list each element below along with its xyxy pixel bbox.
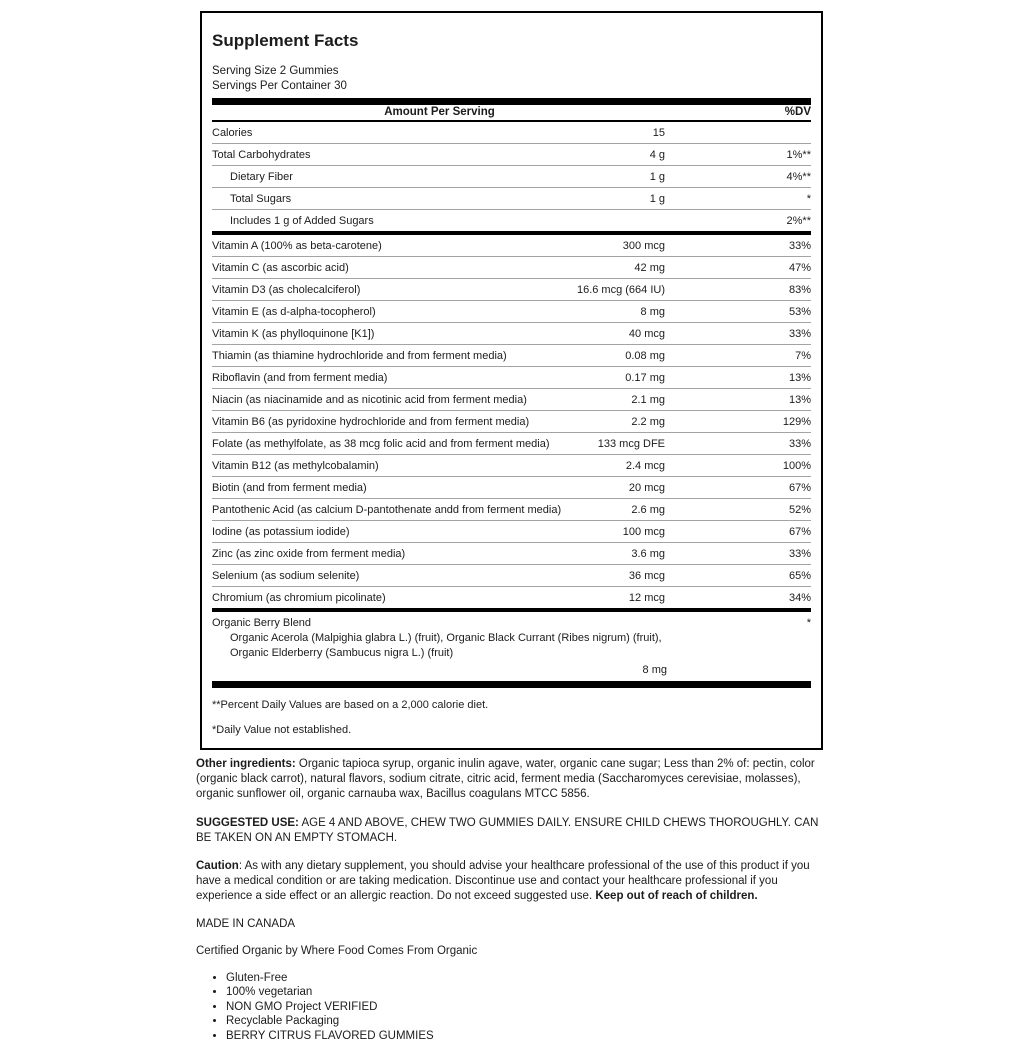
table-row — [212, 542, 811, 564]
nutrient-dv: 2%** — [786, 215, 811, 228]
nutrient-dv: 67% — [788, 526, 811, 539]
nutrient-dv: 83% — [788, 284, 811, 297]
nutrient-amount: 42 mg — [634, 262, 665, 275]
nutrient-name: Vitamin A (100% as beta-carotene) — [212, 240, 382, 253]
blend-name: Organic Berry Blend — [212, 617, 312, 630]
feature-item: • NON GMO Project VERIFIED — [226, 1001, 820, 1015]
table-header — [212, 105, 811, 122]
nutrient-name: Pantothenic Acid (as calcium D-pantothenate andd from ferment media) — [212, 504, 562, 517]
table-row — [212, 344, 811, 366]
nutrient-name: Vitamin E (as d-alpha-tocopherol) — [212, 306, 376, 319]
nutrient-amount: 15 — [652, 127, 665, 140]
feature-item: • Recyclable Packaging — [226, 1015, 820, 1029]
amount-per-serving-header: Amount Per Serving — [384, 106, 495, 119]
nutrient-dv: 52% — [788, 504, 811, 517]
blend-dv: * — [806, 617, 811, 630]
serving-size: Serving Size 2 Gummies — [212, 65, 339, 77]
nutrient-name: Vitamin C (as ascorbic acid) — [212, 262, 349, 275]
nutrient-amount: 0.08 mg — [625, 350, 665, 363]
table-row — [212, 432, 811, 454]
nutrient-dv: 33% — [788, 328, 811, 341]
suggested-use: SUGGESTED USE: AGE 4 AND ABOVE, CHEW TWO GUMMIES DAILY. ENSURE CHILD CHEWS THOROUGHLY. CAN BE TAKEN ON AN EMPTY STOMACH. — [196, 816, 819, 844]
nutrient-dv: 129% — [782, 416, 811, 429]
nutrient-amount: 133 mcg DFE — [597, 438, 665, 451]
nutrient-name: Thiamin (as thiamine hydrochloride and from ferment media) — [212, 350, 507, 363]
nutrient-dv: 67% — [788, 482, 811, 495]
nutrient-amount: 0.17 mg — [625, 372, 665, 385]
nutrient-amount: 12 mcg — [628, 592, 665, 605]
made-in: MADE IN CANADA — [196, 918, 296, 931]
nutrient-amount: 16.6 mcg (664 IU) — [576, 284, 665, 297]
footnote-dv-not-established: *Daily Value not established. — [212, 723, 352, 736]
nutrient-dv: 34% — [788, 592, 811, 605]
nutrient-amount: 300 mcg — [622, 240, 665, 253]
blend-amount: 8 mg — [642, 663, 667, 676]
nutrient-dv: 53% — [788, 306, 811, 319]
nutrient-amount: 2.6 mg — [631, 504, 665, 517]
dv-header: %DV — [784, 106, 811, 119]
table-row — [212, 278, 811, 300]
nutrient-amount: 2.1 mg — [631, 394, 665, 407]
table-row — [212, 388, 811, 410]
table-row — [212, 564, 811, 586]
nutrient-amount: 1 g — [649, 171, 665, 184]
nutrient-name: Total Carbohydrates — [212, 149, 311, 162]
footnotes — [212, 688, 811, 742]
nutrient-name: Total Sugars — [230, 193, 292, 206]
other-ingredients: Other ingredients: Organic tapioca syrup, organic inulin agave, water, organic cane sugar; Less than 2% of: pectin, color (organic black carrot), natural flavors, sodium citrate, citric acid, ferment media (Saccharomyces cerevisiae, molasses), organic sunflower oil, organic carnauba wax, Bacillus coagulans MTCC 5856. — [196, 758, 815, 801]
nutrient-name: Chromium (as chromium picolinate) — [212, 592, 386, 605]
table-row — [212, 256, 811, 278]
table-row — [212, 209, 811, 231]
nutrient-name: Niacin (as niacinamide and as nicotinic acid from ferment media) — [212, 394, 527, 407]
nutrient-amount: 40 mcg — [628, 328, 665, 341]
nutrient-dv: 33% — [788, 438, 811, 451]
nutrient-amount: 36 mcg — [628, 570, 665, 583]
nutrient-name: Iodine (as potassium iodide) — [212, 526, 350, 539]
suggested-use-label: SUGGESTED USE: — [196, 816, 299, 829]
table-row — [212, 300, 811, 322]
table-row — [212, 235, 811, 256]
caution-label: Caution — [196, 859, 239, 872]
nutrient-name: Dietary Fiber — [230, 171, 293, 184]
feature-item: • Gluten-Free — [226, 972, 820, 986]
panel-title: Supplement Facts — [212, 31, 359, 50]
table-row — [212, 187, 811, 209]
nutrient-dv: 100% — [782, 460, 811, 473]
supplement-facts-panel — [200, 11, 823, 750]
other-ingredients-label: Other ingredients: — [196, 758, 296, 770]
nutrient-amount: 20 mcg — [628, 482, 665, 495]
nutrient-dv: * — [806, 193, 811, 206]
nutrient-dv: 13% — [788, 372, 811, 385]
nutrient-name: Vitamin K (as phylloquinone [K1]) — [212, 328, 375, 341]
features-list — [196, 972, 820, 1044]
nutrient-amount: 3.6 mg — [631, 548, 665, 561]
nutrient-dv: 4%** — [786, 171, 811, 184]
nutrient-name: Riboflavin (and from ferment media) — [212, 372, 388, 385]
nutrient-name: Vitamin B6 (as pyridoxine hydrochloride and from ferment media) — [212, 416, 530, 429]
feature-item: • 100% vegetarian — [226, 986, 820, 1000]
divider-thick-top — [212, 98, 811, 105]
servings-per-container: Servings Per Container 30 — [212, 79, 347, 92]
nutrient-name: Folate (as methylfolate, as 38 mcg folic acid and from ferment media) — [212, 438, 550, 451]
table-row — [212, 498, 811, 520]
nutrient-name: Vitamin D3 (as cholecalciferol) — [212, 284, 361, 297]
nutrient-dv: 13% — [788, 394, 811, 407]
nutrient-amount: 8 mg — [640, 306, 665, 319]
nutrient-amount: 4 g — [649, 149, 665, 162]
table-row — [212, 520, 811, 542]
nutrient-amount: 1 g — [649, 193, 665, 206]
nutrient-dv: 33% — [788, 548, 811, 561]
table-row — [212, 454, 811, 476]
nutrient-amount: 2.2 mg — [631, 416, 665, 429]
nutrient-amount: 2.4 mcg — [625, 460, 665, 473]
nutrient-name: Biotin (and from ferment media) — [212, 482, 367, 495]
nutrient-dv: 1%** — [786, 149, 811, 162]
table-row — [212, 366, 811, 388]
divider-thick-bottom — [212, 681, 811, 688]
nutrient-name: Calories — [212, 127, 253, 140]
nutrient-name: Zinc (as zinc oxide from ferment media) — [212, 548, 406, 561]
info-section — [196, 757, 820, 1045]
caution-keep-out: Keep out of reach of children. — [595, 890, 758, 903]
nutrient-dv: 47% — [788, 262, 811, 275]
nutrient-rows — [212, 122, 811, 612]
nutrient-amount: 100 mcg — [622, 526, 665, 539]
table-row — [212, 165, 811, 187]
table-row — [212, 586, 811, 608]
footnote-percent-dv: **Percent Daily Values are based on a 2,000 calorie diet. — [212, 698, 489, 711]
nutrient-name: Includes 1 g of Added Sugars — [230, 215, 374, 228]
table-row — [212, 143, 811, 165]
certified-organic: Certified Organic by Where Food Comes From Organic — [196, 944, 478, 957]
nutrient-dv: 33% — [788, 240, 811, 253]
nutrient-name: Selenium (as sodium selenite) — [212, 570, 360, 583]
table-row — [212, 122, 811, 143]
table-row — [212, 322, 811, 344]
blend-section — [212, 612, 811, 675]
nutrient-name: Vitamin B12 (as methylcobalamin) — [212, 460, 379, 473]
nutrient-dv: 7% — [795, 350, 811, 363]
table-row — [212, 476, 811, 498]
nutrient-dv: 65% — [788, 570, 811, 583]
caution: Caution: As with any dietary supplement, you should advise your healthcare professional of the use of this product if you have a medical condition or are taking medication. Discontinue use and contact your healthcare professional if you experience a side effect or an allergic reaction. Do not exceed suggested use. Keep out of reach of children. — [196, 859, 810, 903]
feature-item: • BERRY CITRUS FLAVORED GUMMIES — [226, 1030, 820, 1044]
blend-ingredients: Organic Acerola (Malpighia glabra L.) (fruit), Organic Black Currant (Ribes nigrum) (fruit), Organic Elderberry (Sambucus nigra L.) (fruit) — [230, 632, 662, 659]
table-row — [212, 410, 811, 432]
